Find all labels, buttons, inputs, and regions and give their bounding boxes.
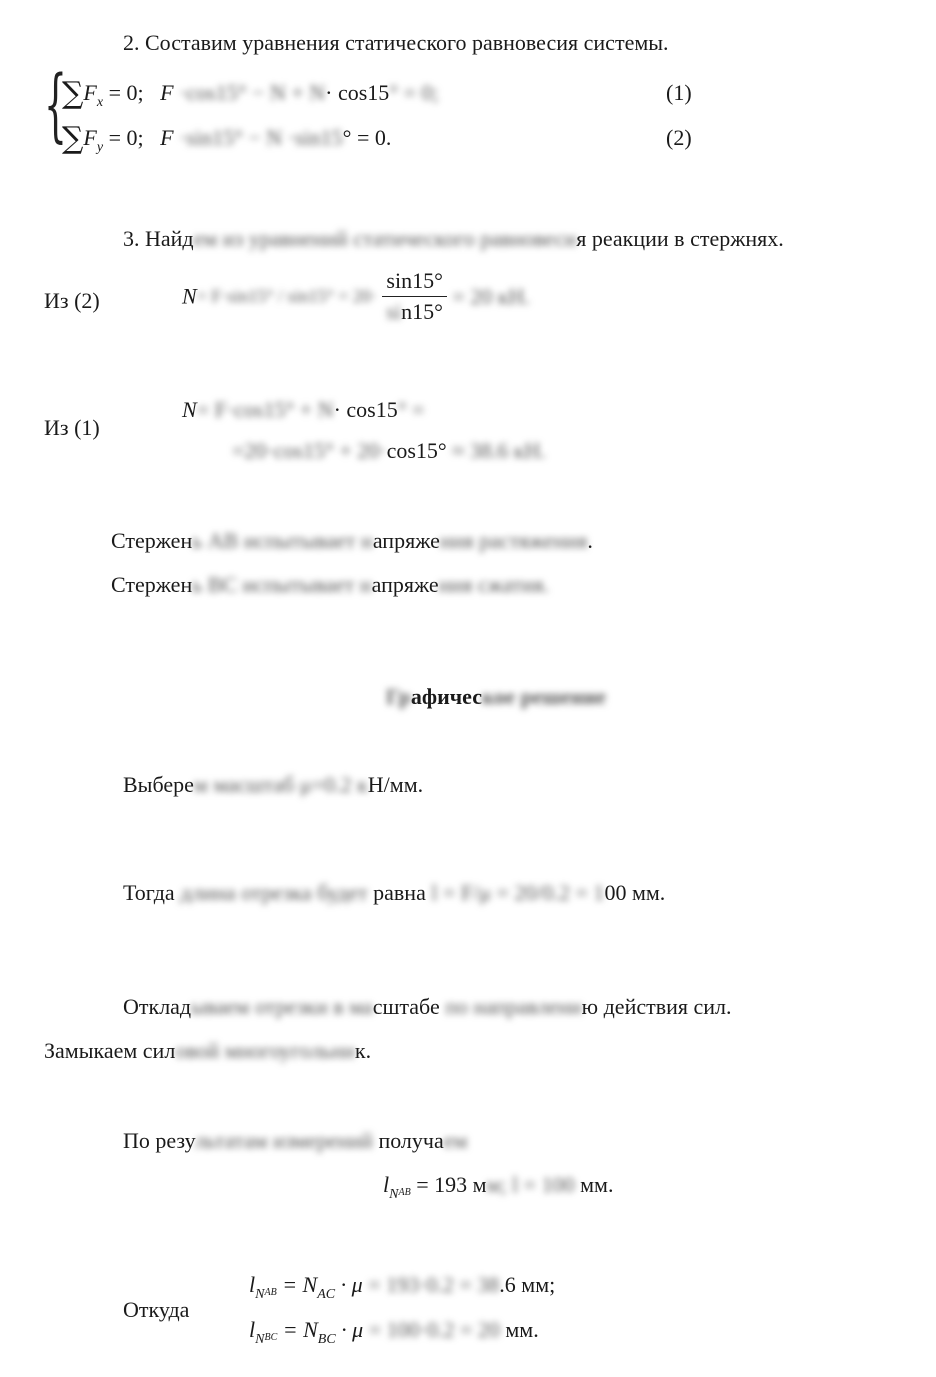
length-statement — [123, 880, 665, 906]
lay-blurred-2: по направлени — [439, 994, 582, 1019]
eq-lhs-start: F — [160, 80, 174, 105]
section-3-blurred: ем из уравнений статическ — [193, 226, 445, 251]
eq-zero: = 0; — [108, 80, 144, 105]
scale-blurred: м масштаб μ=0.2 к — [193, 772, 368, 797]
eq-visible-end: ° = 0. — [342, 125, 392, 150]
measurement-end: мм. — [574, 1172, 614, 1197]
results-end: получа — [372, 1128, 444, 1153]
rod-ab-blurred: ь AB испытывает н — [192, 528, 373, 553]
from-1-label-text: Из (1) — [44, 415, 100, 440]
length-sub-BC: BC — [264, 1332, 278, 1343]
from-1-line-1 — [182, 397, 424, 423]
close-blurred: овой многоугольни — [175, 1038, 355, 1063]
close-end: к. — [354, 1038, 372, 1063]
from-2-fraction — [382, 268, 447, 325]
rod-ab-blurred-2: ния растяжения — [439, 528, 588, 553]
from-1-line-2 — [232, 438, 546, 464]
mu-symbol: · μ — [335, 1272, 363, 1297]
force-sub: x — [96, 95, 104, 110]
from-1-line-2-visible: cos15° — [386, 438, 447, 463]
results-blurred-end: ем — [443, 1128, 468, 1153]
lay-start: Отклад — [123, 994, 192, 1019]
results-blurred: льтатам измерений — [194, 1128, 373, 1153]
rod-bc-start: Стержен — [111, 572, 193, 597]
equation-2-number-text: (2) — [666, 125, 692, 150]
N-sub-BC: BC — [317, 1332, 336, 1347]
whence-row-1-blurred: = 193·0.2 = 38 — [362, 1272, 500, 1297]
section-2-heading-text: 2. Составим уравнения статического равновесия системы. — [123, 30, 669, 55]
measurement-value: = 193 м — [416, 1172, 487, 1197]
from-1-line-2-blurred-end: ≈ 38.6 кН. — [452, 438, 546, 463]
graphic-solution-heading — [386, 684, 606, 710]
measurement-blurred: м; l = 100 — [486, 1172, 575, 1197]
graphic-blurred-2: кое решение — [481, 684, 607, 709]
eq-N: = N — [282, 1317, 318, 1342]
equation-1-number-text: (1) — [666, 80, 692, 105]
rod-ab-start: Стержен — [111, 528, 193, 553]
rod-ab-statement — [111, 528, 593, 554]
sum-symbol: ∑ — [62, 121, 84, 156]
equation-1 — [62, 76, 439, 111]
sum-symbol: ∑ — [62, 76, 84, 111]
from-2-den-blurred: si — [386, 299, 402, 324]
from-2-numerator: sin15° — [382, 268, 447, 297]
section-3-start: 3. Найд — [123, 226, 194, 251]
length-l: l — [249, 1317, 256, 1342]
whence-label — [123, 1297, 189, 1323]
length-l: l — [383, 1172, 390, 1197]
N-sub-AC: AC — [317, 1287, 336, 1302]
equation-1-number — [666, 80, 692, 106]
from-2-den-visible: n15° — [401, 299, 443, 324]
length-l: l — [249, 1272, 256, 1297]
length-sub-N: N — [255, 1332, 265, 1347]
reaction-N: N — [182, 283, 197, 309]
lay-segments-statement — [123, 994, 732, 1020]
graphic-blurred-1: Гр — [386, 684, 411, 709]
section-3-end: я реакции в стержнях. — [576, 226, 784, 251]
mu-symbol: · μ — [335, 1317, 364, 1342]
from-2-label-text: Из (2) — [44, 288, 100, 313]
graphic-visible: афичес — [410, 684, 482, 709]
eq-N: = N — [282, 1272, 318, 1297]
rod-ab-mid: апряже — [372, 528, 440, 553]
length-end: 00 мм. — [604, 880, 666, 905]
eq-blurred: ·cos15° − N + N — [179, 80, 326, 105]
length-start: Тогда — [123, 880, 181, 905]
close-polygon-statement — [44, 1038, 371, 1064]
system-brace: { — [44, 58, 67, 151]
whence-row-2-end: мм. — [499, 1317, 539, 1342]
from-2-label — [44, 288, 100, 314]
whence-label-text: Откуда — [123, 1297, 190, 1322]
close-start: Замыкаем сил — [44, 1038, 176, 1063]
measurement-formula — [383, 1172, 613, 1203]
eq-visible-end: · cos15 — [325, 80, 390, 105]
length-mid: равна — [367, 880, 432, 905]
from-1-label — [44, 415, 100, 441]
scale-end: Н/мм. — [367, 772, 424, 797]
from-1-line-1-blurred: = F·cos15° + N — [196, 397, 334, 422]
force-var: F — [83, 80, 97, 105]
length-sub-N: N — [255, 1287, 265, 1302]
reaction-N: N — [182, 397, 197, 422]
lay-blurred: ываем отрезки в ма — [191, 994, 373, 1019]
whence-row-1-end: .6 мм; — [499, 1272, 556, 1297]
rod-ab-end: . — [587, 528, 593, 553]
force-var: F — [83, 125, 97, 150]
eq-lhs-start: F — [160, 125, 174, 150]
scale-statement — [123, 772, 423, 798]
eq-blurred-end: ° = 0; — [389, 80, 439, 105]
whence-row-2 — [249, 1317, 539, 1348]
length-sub-AB: AB — [398, 1187, 411, 1198]
length-sub-AB: AB — [264, 1287, 277, 1298]
length-blurred: длина отрезка будет — [180, 880, 368, 905]
rod-bc-mid: апряже — [371, 572, 439, 597]
rod-bc-blurred-2: ния сжатия. — [438, 572, 549, 597]
from-1-line-2-blurred: =20·cos15° + 20· — [232, 438, 387, 463]
section-3-blurred-2: ого равновеси — [444, 226, 577, 251]
from-2-formula — [182, 268, 530, 325]
equation-2 — [62, 121, 391, 156]
section-2-heading — [123, 30, 669, 56]
equation-2-number — [666, 125, 692, 151]
results-statement — [123, 1128, 467, 1154]
length-blurred-formula: l = F/μ = 20/0.2 = 1 — [431, 880, 605, 905]
rod-bc-blurred: ь BC испытывает н — [192, 572, 372, 597]
eq-zero: = 0; — [108, 125, 144, 150]
lay-mid: сштабе — [372, 994, 440, 1019]
results-start: По резу — [123, 1128, 195, 1153]
from-2-blurred-rhs: = 20 кН. — [452, 283, 530, 309]
lay-end: ю действия сил. — [581, 994, 732, 1019]
whence-row-2-blurred: = 100·0.2 = 20 — [363, 1317, 500, 1342]
rod-bc-statement — [111, 572, 549, 598]
from-2-denominator — [382, 297, 447, 325]
section-3-heading — [123, 226, 784, 252]
length-sub-N: N — [389, 1187, 399, 1202]
scale-start: Выбере — [123, 772, 194, 797]
from-1-line-1-visible: · cos15 — [333, 397, 398, 422]
whence-row-1 — [249, 1272, 555, 1303]
from-2-blurred-lhs: = F·sin15° / sin15° = 20· — [196, 286, 377, 306]
from-1-line-1-blurred-end: ° = — [397, 397, 425, 422]
eq-blurred: ·sin15° − N ·sin15 — [179, 125, 343, 150]
force-sub: y — [96, 140, 104, 155]
